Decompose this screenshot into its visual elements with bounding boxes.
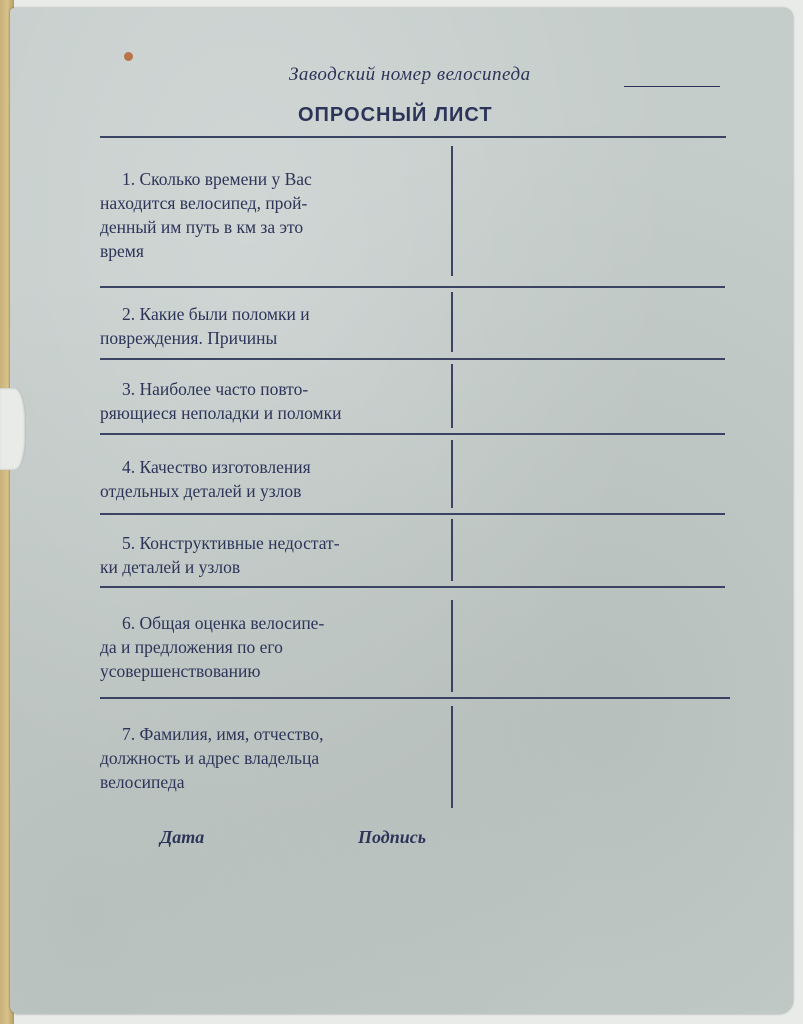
question-2-line-2: повреждения. Причины xyxy=(100,328,278,348)
question-1 xyxy=(100,167,449,263)
question-1-line-3: денный им путь в км за это xyxy=(100,217,304,237)
column-rule-2 xyxy=(451,292,453,352)
question-7 xyxy=(100,722,449,794)
question-6 xyxy=(100,611,449,683)
date-label: Дата xyxy=(160,827,205,847)
question-3-line-2: ряющиеся неполадки и поломки xyxy=(100,403,342,423)
row-divider-6 xyxy=(100,697,730,699)
question-7-line-1: 7. Фамилия, имя, отчество, xyxy=(122,724,324,744)
question-3-line-1: 3. Наиболее часто повто- xyxy=(122,379,309,399)
question-4-line-1: 4. Качество изготовления xyxy=(122,457,311,477)
column-rule-4 xyxy=(451,440,453,508)
question-1-line-2: находится велосипед, прой- xyxy=(100,193,308,213)
serial-number-blank-line xyxy=(624,86,720,87)
question-5 xyxy=(100,531,449,579)
column-rule-6 xyxy=(451,600,453,692)
question-5-line-2: ки деталей и узлов xyxy=(100,557,241,577)
table-top-rule xyxy=(100,136,726,138)
row-divider-4 xyxy=(100,513,725,515)
signature-label: Подпись xyxy=(358,827,426,847)
column-rule-1 xyxy=(451,146,453,276)
question-7-line-3: велосипеда xyxy=(100,772,185,792)
row-divider-5 xyxy=(100,586,725,588)
column-rule-7 xyxy=(451,706,453,808)
question-2 xyxy=(100,302,449,350)
question-1-line-1: 1. Сколько времени у Вас xyxy=(122,169,312,189)
question-7-line-2: должность и адрес владельца xyxy=(100,748,320,768)
column-rule-3 xyxy=(451,364,453,428)
question-6-line-1: 6. Общая оценка велосипе- xyxy=(122,613,325,633)
row-divider-1 xyxy=(100,286,725,288)
question-6-line-2: да и предложения по его xyxy=(100,637,283,657)
rust-spot xyxy=(124,52,133,61)
row-divider-2 xyxy=(100,358,725,360)
question-2-line-1: 2. Какие были поломки и xyxy=(122,304,310,324)
question-4-line-2: отдельных деталей и узлов xyxy=(100,481,302,501)
row-divider-3 xyxy=(100,433,725,435)
question-4 xyxy=(100,455,449,503)
page-title: ОПРОСНЫЙ ЛИСТ xyxy=(298,104,493,126)
serial-number-label: Заводский номер велосипеда xyxy=(289,64,531,85)
questionnaire-page xyxy=(10,8,793,1014)
column-rule-5 xyxy=(451,519,453,581)
question-5-line-1: 5. Конструктивные недостат- xyxy=(122,533,340,553)
question-1-line-4: время xyxy=(100,241,144,261)
question-3 xyxy=(100,377,449,425)
torn-punch-hole xyxy=(0,388,26,470)
question-6-line-3: усовершенствованию xyxy=(100,661,261,681)
